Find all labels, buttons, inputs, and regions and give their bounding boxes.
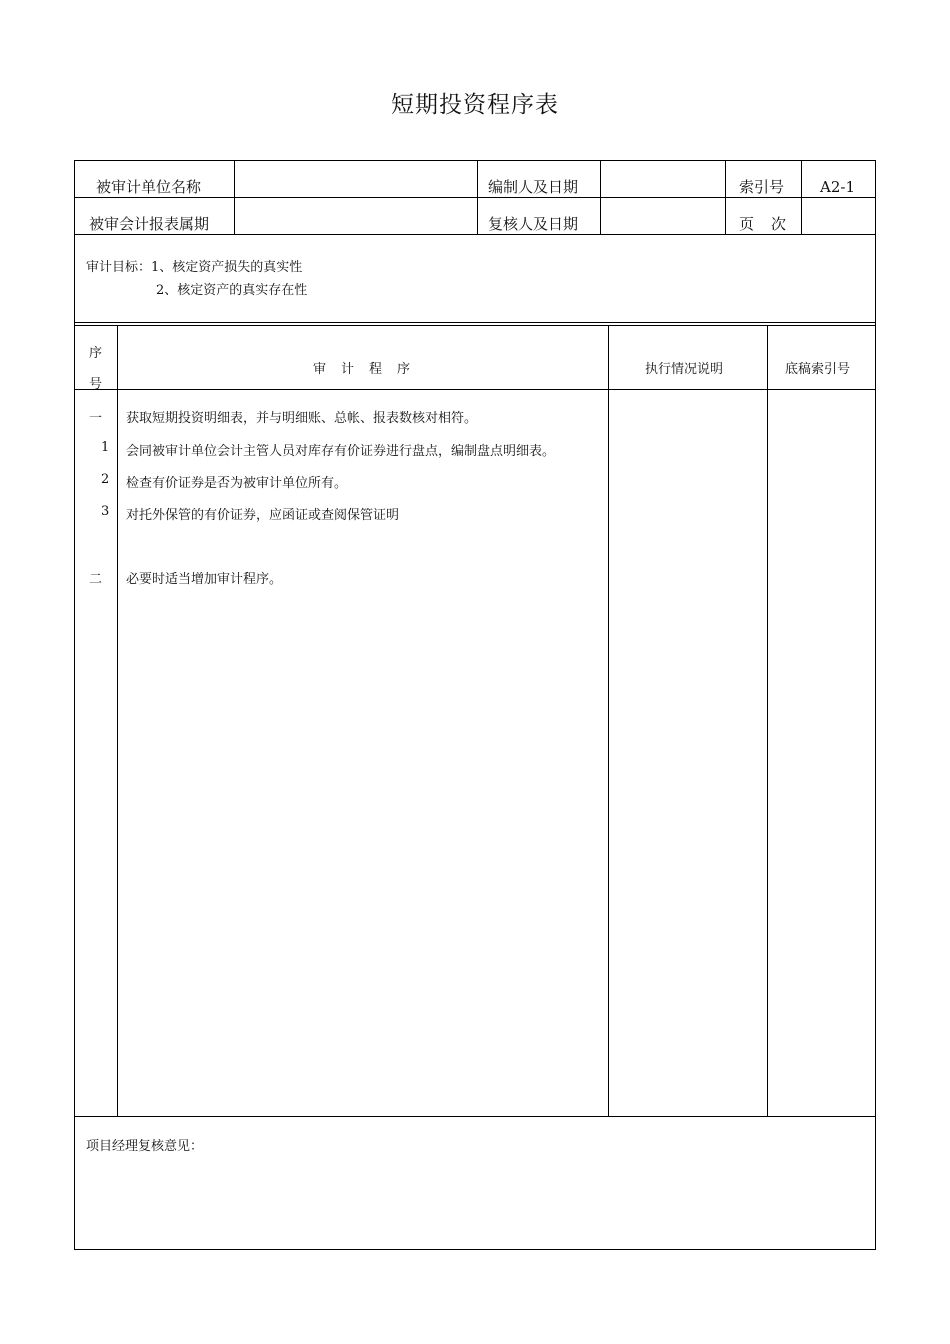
col-procedure-header: 审 计 程 序 <box>313 362 412 377</box>
preparer-date-label: 编制人及日期 <box>488 178 579 196</box>
row-procedure: 会同被审计单位会计主管人员对库存有价证券进行盘点，编制盘点明细表。 <box>126 444 556 459</box>
report-period-label: 被审会计报表属期 <box>89 215 210 233</box>
unit-name-label: 被审计单位名称 <box>96 178 202 196</box>
row-number: 二 <box>89 572 103 587</box>
col-no-header-2: 号 <box>89 377 103 392</box>
row-procedure: 获取短期投资明细表，并与明细账、总帐、报表数核对相符。 <box>126 411 478 426</box>
col-execution-header: 执行情况说明 <box>645 362 724 377</box>
row-number: 一 <box>89 411 103 426</box>
row-number: 1 <box>101 440 110 455</box>
row-procedure: 必要时适当增加审计程序。 <box>126 572 283 587</box>
index-value: A2-1 <box>820 178 855 196</box>
row-number: 2 <box>101 472 110 487</box>
row-number: 3 <box>101 504 110 519</box>
col-ref-header: 底稿索引号 <box>785 362 851 377</box>
row-procedure: 检查有价证券是否为被审计单位所有。 <box>126 476 348 491</box>
reviewer-date-label: 复核人及日期 <box>488 215 579 233</box>
manager-review-label: 项目经理复核意见： <box>86 1139 204 1154</box>
index-label: 索引号 <box>739 178 785 196</box>
objective-line-1: 审计目标：1、核定资产损失的真实性 <box>86 260 303 275</box>
page-label: 页 次 <box>739 215 788 233</box>
row-procedure: 对托外保管的有价证券，应函证或查阅保管证明 <box>126 508 400 523</box>
objective-line-2: 2、核定资产的真实存在性 <box>156 283 308 298</box>
col-no-header-1: 序 <box>89 346 103 361</box>
page-title: 短期投资程序表 <box>391 92 559 118</box>
